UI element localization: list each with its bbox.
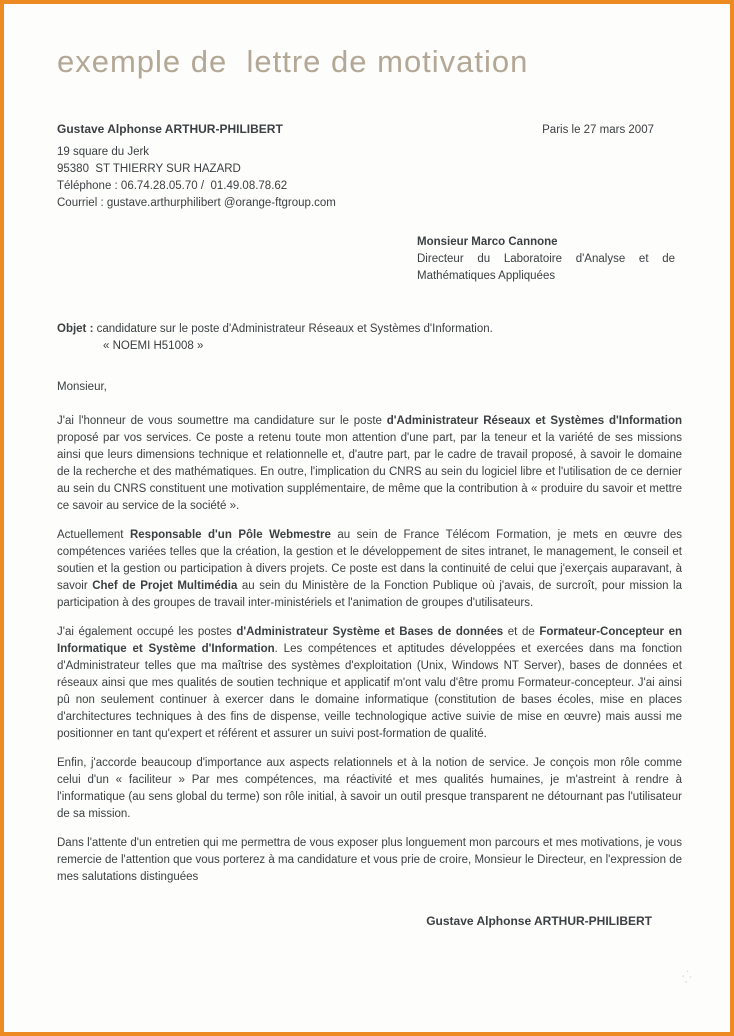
recipient-role: Directeur du Laboratoire d'Analyse et de Mathématiques Appliquées xyxy=(417,253,675,282)
subject-reference: « NOEMI H51008 » xyxy=(103,340,204,352)
sender-address-block xyxy=(57,144,682,212)
sender-name: Gustave Alphonse ARTHUR-PHILIBERT xyxy=(57,122,283,136)
sender-address-line: 19 square du Jerk xyxy=(57,146,150,158)
letter-body xyxy=(57,413,682,886)
recipient-block xyxy=(417,234,675,285)
subject-line xyxy=(57,321,682,338)
subject-text: candidature sur le poste d'Administrateur Réseaux et Systèmes d'Information. xyxy=(93,323,493,335)
body-paragraph: J'ai également occupé les postes d'Administrateur Système et Bases de données et de Formateur-Concepteur en Informatique et Système d'Information. Les compétences et aptitudes développées et exercées dans ma fonction d'Administrateur telles que ma maîtrise des systèmes d'exploitation (Unix, Windows NT Server), bases de données et réseaux ainsi que mes qualités de soutien technique et applicatif m'ont valu d'être promu Formateur-concepteur. J'ai ainsi pû non seulement continuer à exercer dans le domaine informatique (constitution de bases écoles, mise en places d'architectures techniques à des fins de dispense, veille technologique active suivie de mise en œuvre) mais aussi me positionner en tant qu'expert et référent et assurer un suivi post-formation de qualité. xyxy=(57,626,682,740)
body-paragraph: Enfin, j'accorde beaucoup d'importance aux aspects relationnels et à la notion de service. Je conçois mon rôle comme celui d'un « faciliteur » Par mes compétences, ma réactivité et mes qualités humaines, je m'astreint à rendre à l'informatique (au sens global du terme) son rôle initial, à savoir un outil presque transparent ne détournant pas l'utilisateur de sa mission. xyxy=(57,757,682,820)
signature-name: Gustave Alphonse ARTHUR-PHILIBERT xyxy=(426,914,652,928)
letter-date: Paris le 27 mars 2007 xyxy=(542,124,654,136)
body-paragraph: Dans l'attente d'un entretien qui me permettra de vous exposer plus longuement mon parcours et mes motivations, je vous remercie de l'attention que vous porterez à ma candidature et vous prie de croire, Monsieur le Directeur, en l'expression de mes salutations distinguées xyxy=(57,837,682,883)
recipient-name: Monsieur Marco Cannone xyxy=(417,236,558,248)
subject-block xyxy=(57,321,682,355)
body-paragraph: Actuellement Responsable d'un Pôle Webmestre au sein de France Télécom Formation, je mets en œuvre des compétences variées telles que la création, la gestion et le développement de sites intranet, le management, le conseil et soutien et la gestion ou participation à divers projets. Ce poste est dans la continuité de celui que j'exerçais auparavant, à savoir Chef de Projet Multimédia au sein du Ministère de la Fonction Publique où j'avais, de surcroît, pour mission la participation à des groupes de travail inter-ministériels et l'animation de groupes d'utilisateurs. xyxy=(57,529,682,609)
letter-header xyxy=(57,122,682,136)
letter-content xyxy=(4,4,730,928)
salutation: Monsieur, xyxy=(57,381,107,393)
sender-email-line: Courriel : gustave.arthurphilibert @orange-ftgroup.com xyxy=(57,197,336,209)
subject-label: Objet : xyxy=(57,323,94,335)
page-title: exemple de lettre de motivation xyxy=(57,44,529,79)
sender-address-line: 95380 ST THIERRY SUR HAZARD xyxy=(57,163,241,175)
faint-corner-artifact: ⁛ xyxy=(681,969,693,985)
sender-phone-line: Téléphone : 06.74.28.05.70 / 01.49.08.78.62 xyxy=(57,180,288,192)
body-paragraph: J'ai l'honneur de vous soumettre ma candidature sur le poste d'Administrateur Réseaux et Systèmes d'Information proposé par vos services. Ce poste a retenu toute mon attention d'une part, par la teneur et la variété de ses missions ainsi que leurs dimensions technique et relationnelle et, d'autre part, par le cadre de travail proposé, à savoir le domaine de la recherche et des mathématiques. En outre, l'implication du CNRS au sein du logiciel libre et l'utilisation de ce dernier au sein du CNRS constituent une motivation supplémentaire, de même que la contribution à « produire du savoir et mettre ce savoir au service de la société ». xyxy=(57,415,683,512)
